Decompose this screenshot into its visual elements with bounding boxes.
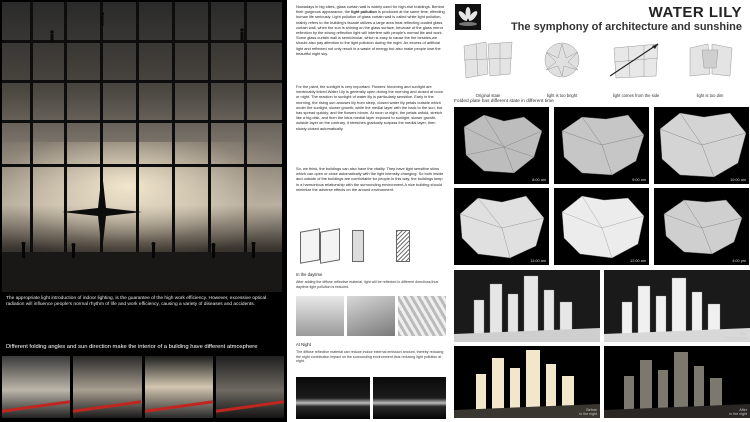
page-title: WATER LILY bbox=[648, 4, 742, 21]
model-label: Before In the daytime bbox=[574, 331, 597, 340]
atmosphere-thumb bbox=[2, 356, 70, 418]
night-title: At Night bbox=[296, 342, 311, 347]
city-model-renders bbox=[454, 270, 750, 418]
state-label: Original state bbox=[475, 93, 501, 98]
time-label: 10:00 am bbox=[730, 178, 746, 182]
state-original bbox=[460, 40, 516, 84]
facade-panel bbox=[320, 228, 340, 264]
window-mullion bbox=[2, 164, 282, 167]
daytime-photos bbox=[296, 296, 446, 336]
state-side-light bbox=[608, 40, 664, 84]
folded-plate-render bbox=[654, 107, 749, 184]
time-label: 12:00 am bbox=[630, 259, 646, 263]
right-column bbox=[452, 0, 750, 422]
upper-figures bbox=[2, 2, 282, 42]
water-lily-logo bbox=[455, 4, 481, 30]
atmosphere-strip bbox=[2, 356, 284, 418]
window-mullion bbox=[2, 120, 282, 123]
daytime-title: In the daytime bbox=[296, 272, 323, 277]
state-too-bright bbox=[534, 40, 590, 84]
daytime-photo bbox=[398, 296, 446, 336]
model-label: After In the night bbox=[729, 407, 747, 416]
time-label: 4:00 pm bbox=[732, 259, 746, 263]
folded-plate-grid bbox=[454, 107, 750, 265]
night-text: The diffuse reflective material can reduce indoor external emission amount, thereby reducing the night contribution impact on the surrounding environment,thus reducing light pollution at night. bbox=[296, 350, 444, 364]
daytime-text: After adding the diffuse reflective material, light will be reflected in different directions,thus daytime light pollution is reduced. bbox=[296, 280, 439, 289]
model-label: Before In the night bbox=[579, 407, 597, 416]
city-model-render bbox=[604, 270, 750, 342]
folded-plate-title: Folded plate has different state in different time bbox=[454, 99, 554, 104]
folded-plate-render bbox=[554, 107, 649, 184]
night-photo bbox=[296, 377, 370, 419]
page-subtitle: The symphony of architecture and sunshine bbox=[510, 21, 742, 33]
left-panel bbox=[0, 0, 287, 422]
atmosphere-strip-title: Different folding angles and sun direction make the interior of a building have different atmosphere bbox=[6, 344, 258, 350]
folded-plate-render bbox=[454, 188, 549, 265]
atmosphere-thumb bbox=[145, 356, 213, 418]
light-glow bbox=[2, 142, 282, 252]
atmosphere-thumb bbox=[73, 356, 141, 418]
lily-icon bbox=[455, 4, 481, 30]
state-diagrams bbox=[454, 40, 750, 98]
interior-hero-image bbox=[2, 2, 282, 292]
city-model-render bbox=[604, 346, 750, 418]
folded-plate-render bbox=[454, 107, 549, 184]
facade-panel bbox=[300, 228, 320, 264]
state-label: light is too dim bbox=[696, 93, 724, 98]
text-column bbox=[296, 4, 446, 420]
city-model-render bbox=[454, 346, 600, 418]
state-label: light is too bright bbox=[546, 93, 578, 98]
window-mullion bbox=[2, 80, 282, 83]
intro-paragraph: Nowadays in big cities, glass curtain wall is widely used for high-rise buildings. Behind their gorgeous appearance, the light pollution is produced at the same time, effecting human life seriously. Light pollution of glass curtain wall is called white light pollution, mainly refers to the building's facade utilizes a large area heat reflecting coated glass curtain wall, when the sun is shining on the glass surface, because of the glass mirror reflection by the strong reflection light will interfere with people's normal life and work. Some glass curtain wall is semicircular, which is easy to cause the fire besides,we should also pay attention to the light pollution during the night. An excess of artificial light and reflected not only result in a waste of energy but also make people lose the beautiful night sky. bbox=[296, 4, 445, 56]
daytime-photo bbox=[347, 296, 395, 336]
time-label: 11:00 am bbox=[530, 259, 546, 263]
time-label: 8:00 am bbox=[532, 178, 546, 182]
folded-plate-render bbox=[554, 188, 649, 265]
time-label: 9:00 am bbox=[632, 178, 646, 182]
hero-caption: The appropriate light introduction of indoor lighting, is the guarantee of the high work efficiency. However, excessive optical radiation will influence people's normal rhythm of life and work efficiency, causing a variety of diseases and accidents. bbox=[6, 296, 267, 307]
facade-diagram bbox=[296, 224, 446, 266]
concept-paragraph: So, we think, the buildings can also have the vitality. They have light sensitive skins which can open or close automatically with the light intensity changing. So both inside and outside of the buildings are comfortable for people.In this way, the buildings keep in a harmonious relationship with the surrounding environment.A nice building should minimize the adverse effects on the around environment. bbox=[296, 166, 444, 192]
night-photos bbox=[296, 377, 446, 419]
city-model-render bbox=[454, 270, 600, 342]
atmosphere-thumb bbox=[216, 356, 284, 418]
water-lily-paragraph: For the plant, the sunlight is very important. Flowers' blooming and sunlight are inextricably linked.Water Lily is generally open during the morning and closed at noon or night. The reaction to sunlight of water lily is particularly sensitive. Early in the morning, the rising sun arouses lily from sleep, closed water lily petals outside which under the sunlight, slower growth; while the medial layer with the back to the sun, but has spread quickly, and the flowers bloom. At noon or night, the petals unfold, stretch like a big disk, and then the lotus medial layer exposed to sunlight, slower growth, outside layer on the contrary, it stretches gradually surpass the medial layer, then slowly closed automatically. bbox=[296, 84, 443, 131]
folded-plate-render bbox=[654, 188, 749, 265]
daytime-photo bbox=[296, 296, 344, 336]
people-silhouettes bbox=[2, 242, 282, 262]
model-label: After In the daytime bbox=[724, 331, 747, 340]
folded-shade-silhouette bbox=[62, 172, 142, 252]
facade-panel bbox=[352, 230, 364, 262]
night-photo bbox=[373, 377, 447, 419]
diffuse-material-panel bbox=[396, 230, 410, 262]
state-label: light comes from the side bbox=[612, 93, 660, 98]
state-too-dim bbox=[682, 40, 738, 84]
